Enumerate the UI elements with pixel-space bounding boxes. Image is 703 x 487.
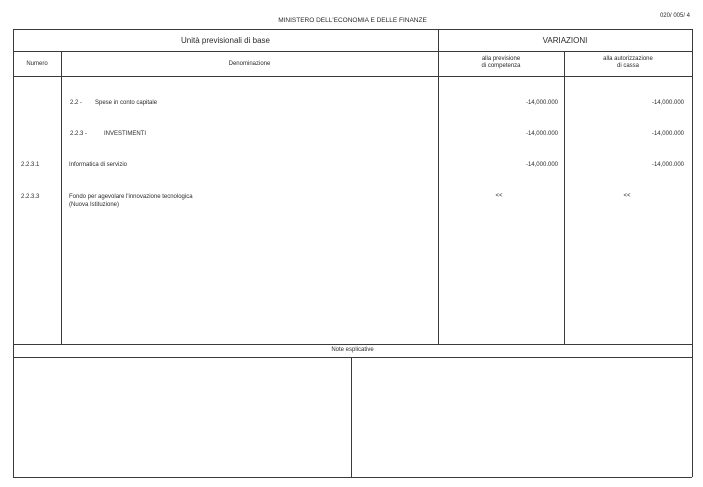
numero-header: Numero <box>26 61 48 67</box>
row-competenza: << <box>495 193 503 199</box>
cassa-header-line1: alla autorizzazione <box>603 56 653 62</box>
row-label: Fondo per agevolare l'innovazione tecnologica <box>69 194 193 200</box>
row-label: Spese in conto capitale <box>95 100 158 106</box>
row-competenza: -14,000.000 <box>525 131 558 137</box>
row-competenza: -14,000.000 <box>525 100 558 106</box>
upb-header: Unità previsionali di base <box>181 36 270 45</box>
row-cassa: -14,000.000 <box>651 100 684 106</box>
row-code: 2.2.3 - <box>70 131 88 137</box>
row-cassa: -14,000.000 <box>651 162 684 168</box>
row-cassa: -14,000.000 <box>651 131 684 137</box>
row-cassa: << <box>623 193 631 199</box>
notes-right-panel <box>352 358 691 476</box>
variazioni-header: VARIAZIONI <box>542 36 588 45</box>
competenza-header <box>438 56 564 70</box>
row-numero: 2.2.3.3 <box>21 194 40 200</box>
row-code: 2.2 - <box>70 100 83 106</box>
row-label-note: (Nuova Istituzione) <box>69 202 120 208</box>
competenza-header-line1: alla previsione <box>481 56 521 62</box>
denominazione-header: Denominazione <box>228 61 271 67</box>
row-numero: 2.2.3.1 <box>21 162 40 168</box>
row-competenza: -14,000.000 <box>525 162 558 168</box>
cassa-header-line2: di cassa <box>616 62 639 69</box>
row-label: Informatica di servizio <box>69 162 128 168</box>
cassa-header <box>564 56 692 70</box>
notes-title: Note esplicative <box>331 347 374 353</box>
ministry-title: MINISTERO DELL'ECONOMIA E DELLE FINANZE <box>278 17 427 24</box>
competenza-header-line2: di competenza <box>481 62 521 69</box>
page-code: 020/ 005/ 4 <box>659 13 690 19</box>
row-label: INVESTIMENTI <box>104 131 147 137</box>
notes-left-panel <box>14 358 351 476</box>
